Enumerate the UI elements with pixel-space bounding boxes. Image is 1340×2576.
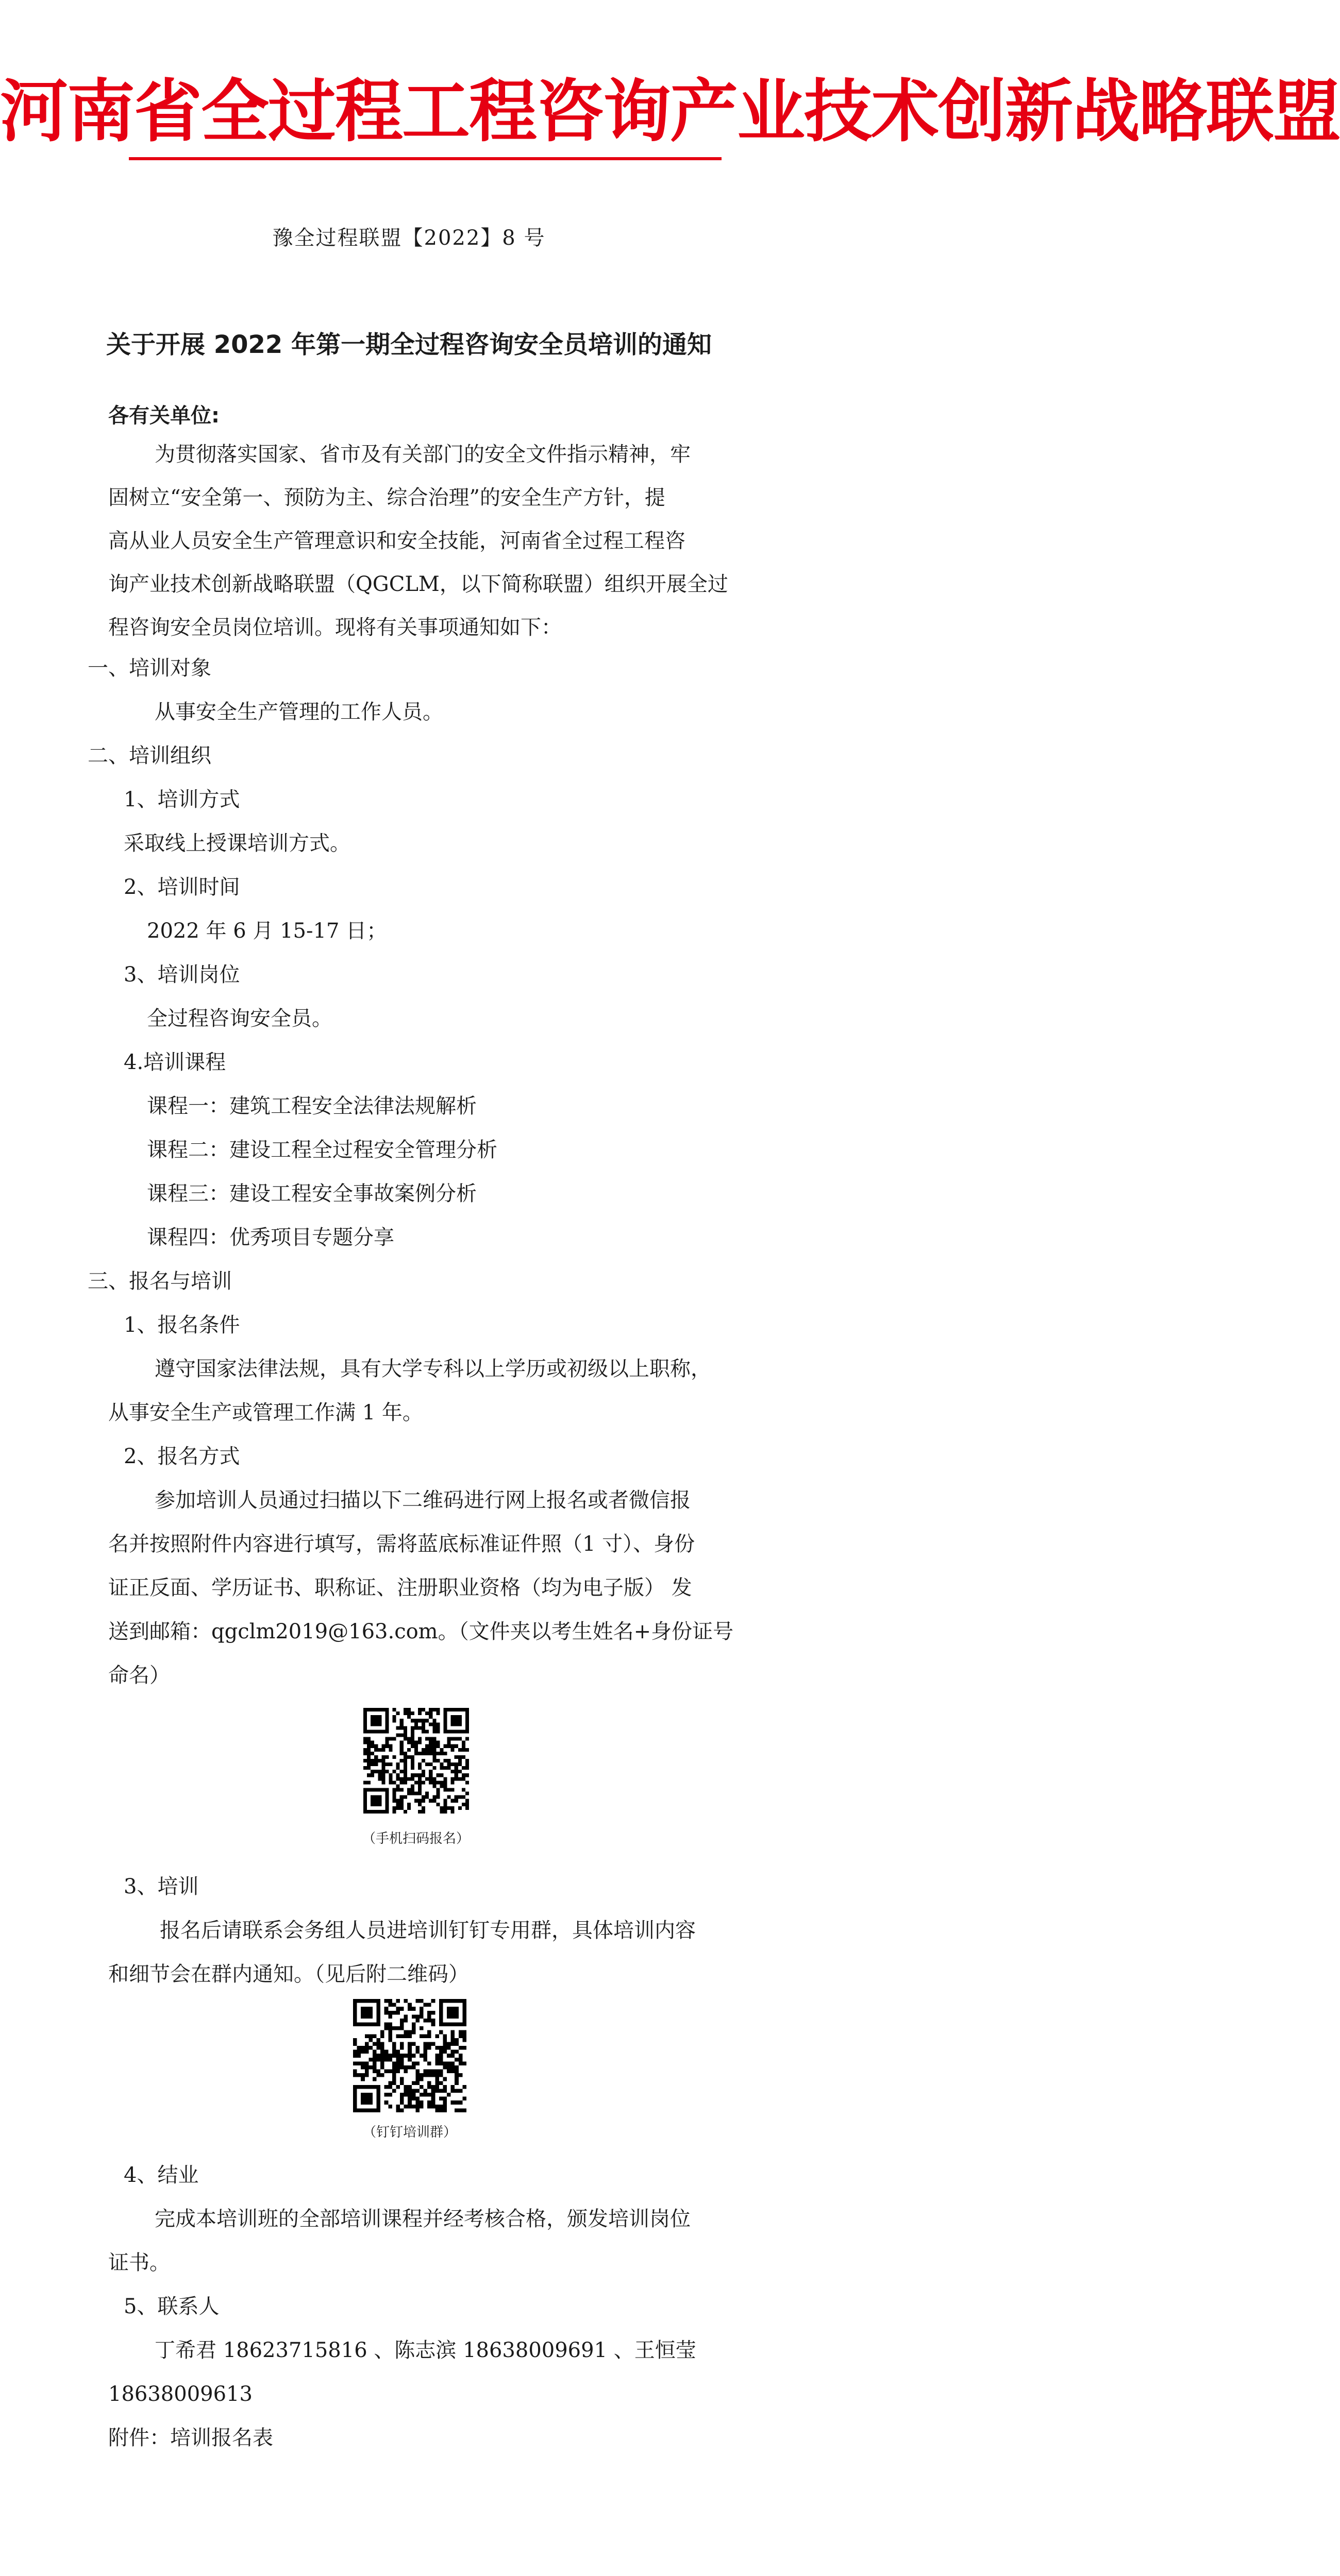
- section-text: 名并按照附件内容进行填写，需将蓝底标准证件照（1 寸）、身份: [108, 1532, 695, 1556]
- subsection-heading: 3、培训岗位: [124, 963, 240, 987]
- intro-line: 为贯彻落实国家、省市及有关部门的安全文件指示精神，牢: [155, 443, 691, 466]
- subsection-heading: 1、培训方式: [124, 788, 240, 811]
- subsection-heading: 2、报名方式: [124, 1445, 240, 1468]
- subsection-heading: 5、联系人: [124, 2295, 220, 2318]
- course-item: 课程一：建筑工程安全法律法规解析: [147, 1094, 477, 1118]
- qr-caption: （手机扫码报名）: [362, 1831, 470, 1846]
- section-text: 参加培训人员通过扫描以下二维码进行网上报名或者微信报: [155, 1488, 691, 1512]
- course-item: 课程四：优秀项目专题分享: [147, 1226, 394, 1249]
- section-text: 送到邮箱：qgclm2019@163.com。（文件夹以考生姓名+身份证号: [108, 1620, 734, 1643]
- salutation: 各有关单位:: [108, 404, 220, 428]
- section-text: 采取线上授课培训方式。: [124, 832, 350, 855]
- subsection-heading: 4.培训课程: [124, 1050, 226, 1074]
- contact-line: 18638009613: [108, 2382, 253, 2406]
- subsection-heading: 3、培训: [124, 1875, 199, 1899]
- subsection-heading: 4、结业: [124, 2163, 199, 2187]
- attachment-note: 附件：培训报名表: [108, 2426, 273, 2450]
- intro-line: 高从业人员安全生产管理意识和安全技能，河南省全过程工程咨: [108, 529, 685, 553]
- dingtalk-group-qr-code[interactable]: [353, 1999, 466, 2112]
- section-heading: 一、培训对象: [88, 656, 211, 680]
- section-text: 2022 年 6 月 15-17 日；: [147, 919, 388, 943]
- section-heading: 二、培训组织: [88, 744, 211, 768]
- intro-line: 询产业技术创新战略联盟（QGCLM，以下简称联盟）组织开展全过: [108, 572, 728, 596]
- section-text: 报名后请联系会务组人员进培训钉钉专用群，具体培训内容: [160, 1919, 696, 1942]
- doc-number: 豫全过程联盟【2022】8 号: [272, 226, 546, 250]
- section-text: 完成本培训班的全部培训课程并经考核合格，颁发培训岗位: [155, 2207, 691, 2231]
- org-title: 河南省全过程工程咨询产业技术创新战略联盟: [0, 72, 1340, 151]
- intro-line: 固树立“安全第一、预防为主、综合治理”的安全生产方针，提: [108, 486, 665, 510]
- subsection-heading: 2、培训时间: [124, 875, 240, 899]
- course-item: 课程二：建设工程全过程安全管理分析: [147, 1138, 497, 1162]
- section-text: 从事安全生产管理的工作人员。: [155, 700, 443, 724]
- contact-line: 丁希君 18623715816 、陈志滨 18638009691 、王恒莹: [155, 2338, 696, 2362]
- registration-qr-code[interactable]: [363, 1708, 469, 1814]
- section-text: 遵守国家法律法规，具有大学专科以上学历或初级以上职称，: [155, 1357, 711, 1381]
- header-red-rule: [129, 157, 722, 160]
- section-text: 和细节会在群内通知。（见后附二维码）: [108, 1962, 469, 1986]
- doc-title: 关于开展 2022 年第一期全过程咨询安全员培训的通知: [106, 330, 712, 359]
- subsection-heading: 1、报名条件: [124, 1313, 240, 1337]
- course-item: 课程三：建设工程安全事故案例分析: [147, 1182, 477, 1206]
- section-text: 证书。: [108, 2251, 170, 2275]
- section-text: 证正反面、学历证书、职称证、注册职业资格（均为电子版） 发: [108, 1576, 692, 1600]
- intro-line: 程咨询安全员岗位培训。现将有关事项通知如下：: [108, 616, 562, 639]
- section-text: 全过程咨询安全员。: [147, 1007, 332, 1030]
- qr-caption: （钉钉培训群）: [362, 2125, 457, 2140]
- section-text: 命名）: [108, 1664, 170, 1687]
- section-heading: 三、报名与培训: [88, 1269, 232, 1293]
- section-text: 从事安全生产或管理工作满 1 年。: [108, 1401, 423, 1425]
